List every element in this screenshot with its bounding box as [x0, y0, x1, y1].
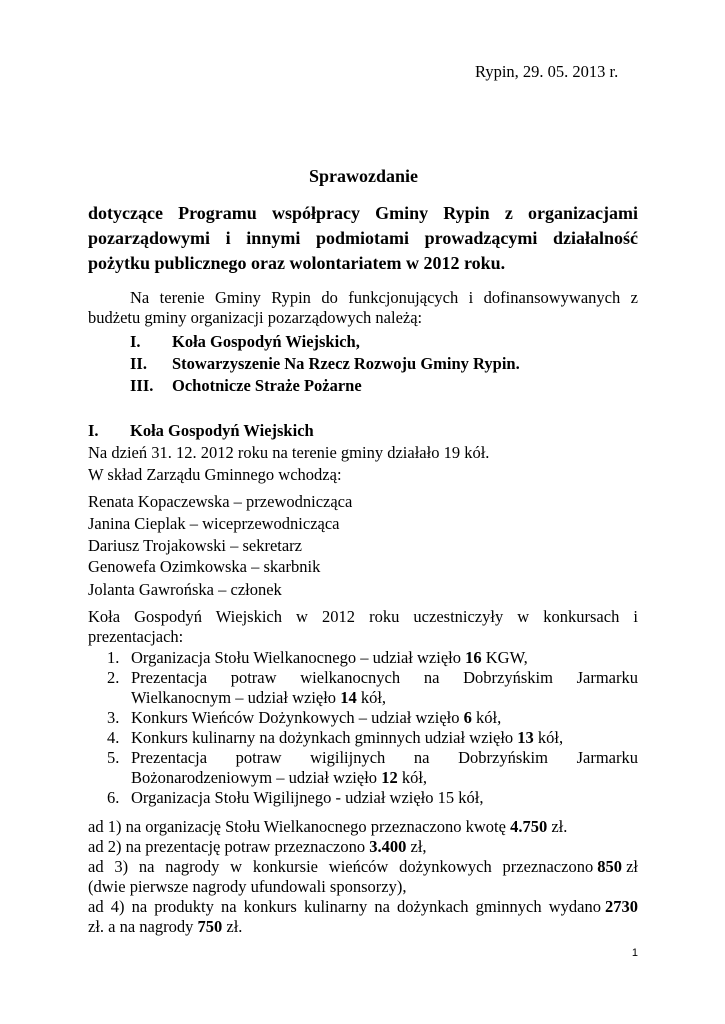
contest-number: 4. — [107, 728, 120, 747]
ad-text-end: zł. — [222, 917, 243, 936]
contest-number: 5. — [107, 748, 120, 767]
contest-text-end: kół, — [471, 708, 502, 727]
contest-item — [107, 708, 501, 728]
contest-number: 3. — [107, 708, 120, 727]
section-title: Koła Gospodyń Wiejskich — [130, 421, 314, 440]
contest-text-end: KGW, — [481, 648, 528, 667]
org-item — [130, 376, 362, 396]
section-paragraph-2: W skład Zarządu Gminnego wchodzą: — [88, 465, 342, 484]
ad-text-end: zł, — [406, 837, 427, 856]
header-place-date: Rypin, 29. 05. 2013 r. — [475, 62, 619, 81]
contest-count: 13 — [517, 728, 534, 747]
section-heading — [88, 421, 314, 441]
contest-item-continuation — [131, 688, 386, 708]
contest-text: Konkurs kulinarny na dożynkach gminnych udział wzięło — [131, 728, 518, 747]
section-number: I. — [88, 421, 99, 440]
contest-text: Organizacja Stołu Wigilijnego - udział wzięło 15 kół, — [131, 788, 484, 807]
contest-text: Organizacja Stołu Wielkanocnego – udział wzięło — [131, 648, 466, 667]
contest-text: Wielkanocnym – udział wzięło — [131, 688, 341, 707]
contest-number: 1. — [107, 648, 120, 667]
org-item — [130, 354, 520, 374]
contest-item — [107, 728, 563, 748]
contest-count: 12 — [381, 768, 398, 787]
ad-amount: 2730 — [605, 897, 638, 916]
ad-item-continuation: (dwie pierwsze nagrody ufundowali sponsorzy), — [88, 877, 407, 896]
contests-intro-line-1: Koła Gospodyń Wiejskich w 2012 roku uczestniczyły w konkursach i — [88, 607, 638, 626]
contest-item — [107, 788, 483, 808]
intro-line-1: Na terenie Gminy Rypin do funkcjonujących i dofinansowywanych z — [130, 288, 638, 307]
board-member: Jolanta Gawrońska – członek — [88, 580, 282, 599]
contest-count: 14 — [340, 688, 357, 707]
page-number: 1 — [631, 947, 638, 959]
ad-item — [88, 837, 427, 857]
org-number: I. — [130, 332, 141, 351]
org-number: III. — [130, 376, 154, 395]
contest-number: 2. — [107, 668, 120, 687]
contest-text-end: kół, — [356, 688, 387, 707]
contest-count: 6 — [463, 708, 472, 727]
ad-amount: 850 — [597, 857, 622, 876]
org-name: Stowarzyszenie Na Rzecz Rozwoju Gminy Rypin. — [172, 354, 520, 373]
contest-item — [107, 648, 528, 668]
contest-item-continuation — [131, 768, 427, 788]
report-title: Sprawozdanie — [309, 166, 419, 186]
board-member: Genowefa Ozimkowska – skarbnik — [88, 557, 321, 576]
org-item — [130, 332, 360, 352]
contest-text: Konkurs Wieńców Dożynkowych – udział wzięło — [131, 708, 464, 727]
ad-amount: 750 — [197, 917, 223, 936]
intro-line-2: budżetu gminy organizacji pozarządowych należą: — [88, 308, 423, 327]
contest-count: 16 — [465, 648, 482, 667]
contest-text: Prezentacja potraw wigilijnych na Dobrzyńskim Jarmarku — [131, 748, 638, 767]
board-member: Janina Cieplak – wiceprzewodnicząca — [88, 514, 340, 533]
subtitle-line-2: pozarządowymi i innymi podmiotami prowadzącymi działalność — [88, 228, 638, 248]
contest-text: Prezentacja potraw wielkanocnych na Dobrzyńskim Jarmarku — [131, 668, 638, 687]
org-name: Ochotnicze Straże Pożarne — [172, 376, 362, 395]
ad-amount: 4.750 — [510, 817, 548, 836]
ad-item — [88, 857, 638, 877]
org-name: Koła Gospodyń Wiejskich, — [172, 332, 360, 351]
subtitle-line-3: pożytku publicznego oraz wolontariatem w 2012 roku. — [88, 253, 506, 273]
ad-item — [88, 817, 567, 837]
ad-amount: 3.400 — [369, 837, 407, 856]
contest-text-end: kół, — [533, 728, 564, 747]
ad-text-end: zł. — [547, 817, 568, 836]
board-member: Dariusz Trojakowski – sekretarz — [88, 536, 303, 555]
ad-text-end: zł — [621, 857, 638, 876]
ad-text: ad 4) na produkty na konkurs kulinarny na dożynkach gminnych wydano — [88, 897, 601, 916]
contest-text-end: kół, — [397, 768, 428, 787]
ad-text: ad 2) na prezentację potraw przeznaczono — [88, 837, 370, 856]
contest-text: Bożonarodzeniowym – udział wzięło — [131, 768, 382, 787]
ad-item-continuation — [88, 917, 242, 937]
contest-number: 6. — [107, 788, 120, 807]
ad-text: ad 1) na organizację Stołu Wielkanocnego przeznaczono kwotę — [88, 817, 511, 836]
org-number: II. — [130, 354, 147, 373]
section-paragraph-1: Na dzień 31. 12. 2012 roku na terenie gminy działało 19 kół. — [88, 443, 490, 462]
contests-intro-line-2: prezentacjach: — [88, 627, 184, 646]
board-member: Renata Kopaczewska – przewodnicząca — [88, 492, 353, 511]
ad-text: zł. a na nagrody — [88, 917, 198, 936]
ad-text: ad 3) na nagrody w konkursie wieńców dożynkowych przeznaczono — [88, 857, 594, 876]
subtitle-line-1: dotyczące Programu współpracy Gminy Rypin z organizacjami — [88, 203, 638, 223]
ad-item — [88, 897, 638, 917]
